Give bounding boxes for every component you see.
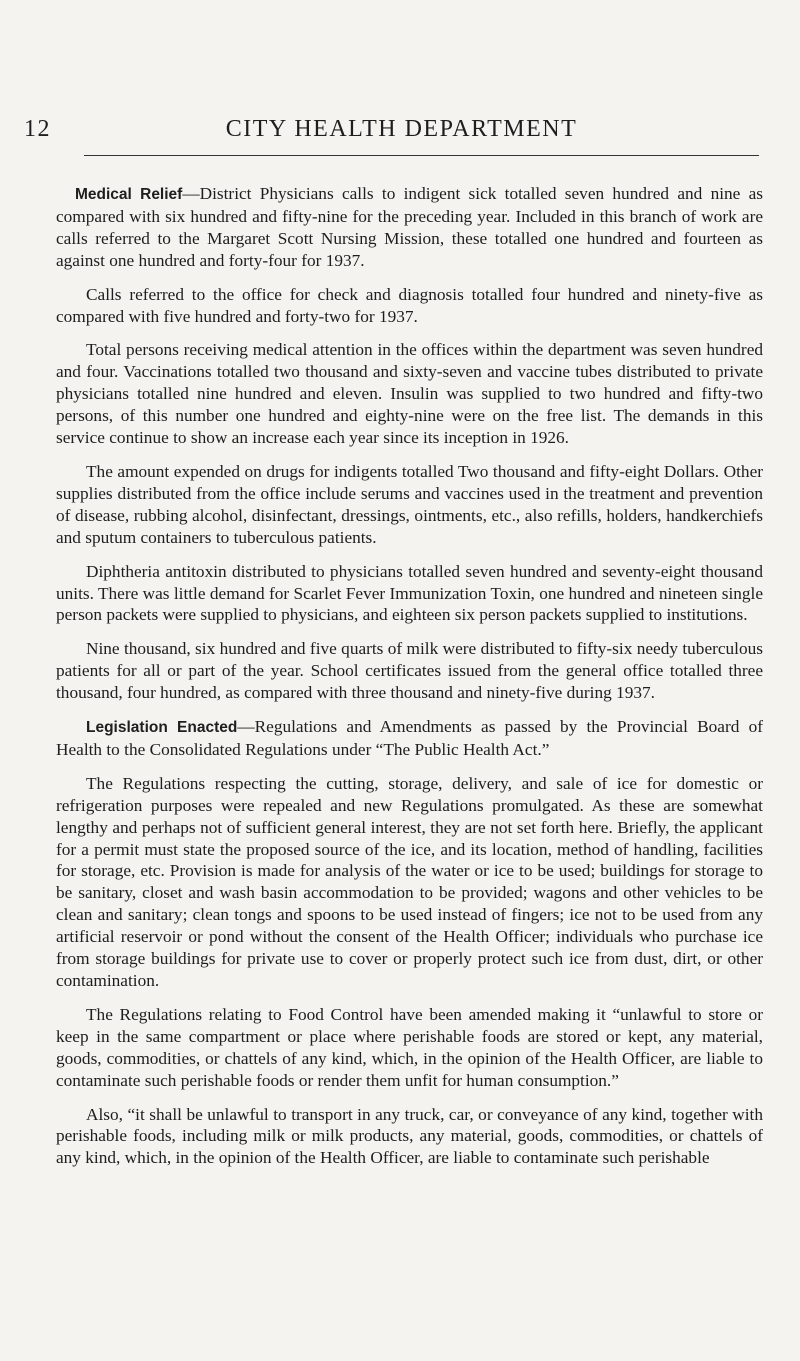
paragraph: Nine thousand, six hundred and five quarts of milk were distributed to fifty-six needy tuberculous patients for all or part of the year. School certificates issued from the general office totalled three thousand, four hundred, as compared with three thousand and ninety-five during 1937. — [56, 639, 763, 703]
section-heading-legislation: Legislation Enacted — [86, 719, 238, 737]
paragraph: Calls referred to the office for check and diagnosis totalled four hundred and ninety-five as compared with five hundred and forty-two for 1937. — [56, 284, 763, 326]
paragraph-legislation: Legislation Enacted—Regulations and Amendments as passed by the Provincial Board of Health to the Consolidated Regulations under “The Public Health Act.” — [56, 717, 763, 759]
paragraph: The amount expended on drugs for indigents totalled Two thousand and fifty-eight Dollars. Other supplies distributed from the office include serums and vaccines used in the treatment and prevention of disease, rubbing alcohol, disinfectant, dressings, ointments, etc., also refills, holders, handkerchiefs and sputum containers to tuberculous patients. — [56, 461, 763, 547]
paragraph: Total persons receiving medical attention in the offices within the department was seven hundred and four. Vaccinations totalled two thousand and sixty-seven and vaccine tubes distributed to private physicians totalled nine hundred and eleven. Insulin was supplied to two hundred and fifty-two persons, of this number one hundred and eighty-nine were on the free list. The demands in this service continue to show an increase each year since its inception in 1926. — [56, 340, 763, 448]
paragraph: The Regulations respecting the cutting, storage, delivery, and sale of ice for domestic or refrigeration purposes were repealed and new Regulations promulgated. As these are somewhat lengthy and perhaps not of sufficient general interest, they are not set forth here. Briefly, the applicant for a permit must state the proposed source of the ice, and its location, method of handling, facilities for storage, etc. Provision is made for analysis of the water or ice to be used; buildings for storage to be sanitary, closet and wash basin accommodation to be provided; wagons and other vehicles to be clean and sanitary; clean tongs and spoons to be used instead of fingers; ice not to be used from any artificial reservoir or pond without the consent of the Health Officer; individuals who purchase ice from storage buildings for private use to cover or properly protect such ice from dust, dirt, or other contamination. — [56, 773, 763, 990]
paragraph: The Regulations relating to Food Control have been amended making it “unlawful to store or keep in the same compartment or place where perishable foods are stored or kept, any material, goods, commodities, or chattels of any kind, which, in the opinion of the Health Officer, are liable to contaminate such perishable foods or render them unfit for human consumption.” — [56, 1004, 763, 1090]
header-rule — [84, 155, 759, 156]
paragraph: Also, “it shall be unlawful to transport in any truck, car, or conveyance of any kind, together with perishable foods, including milk or milk products, any material, goods, commodities, or chattels of any kind, which, in the opinion of the Health Officer, are liable to contaminate such perishable — [56, 1104, 763, 1168]
section-heading-medical-relief: Medical Relief — [75, 186, 183, 203]
page-number: 12 — [24, 116, 51, 142]
page-title: CITY HEALTH DEPARTMENT — [225, 116, 578, 142]
paragraph: Diphtheria antitoxin distributed to physicians totalled seven hundred and seventy-eight thousand units. There was little demand for Scarlet Fever Immunization Toxin, one hundred and nineteen single person packets were supplied to physicians, and eighteen six person packets supplied to institutions. — [56, 561, 763, 625]
body-text — [56, 183, 763, 1181]
paragraph-medical-relief: Medical Relief—District Physicians calls to indigent sick totalled seven hundred and nine as compared with six hundred and fifty-nine for the preceding year. Included in this branch of work are calls referred to the Margaret Scott Nursing Mission, these totalled one hundred and fourteen as against one hundred and forty-four for 1937. — [56, 184, 763, 270]
